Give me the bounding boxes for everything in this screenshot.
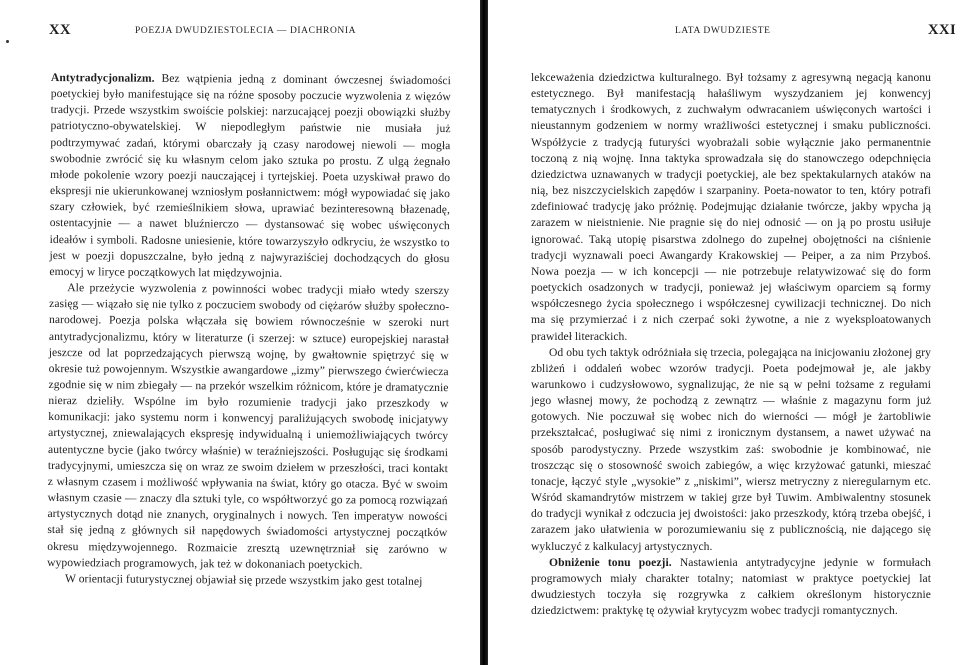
paragraph-text: W orientacji futurystycznej objawiał się przede wszystkim jako gest totalnej — [64, 571, 423, 588]
paragraph-text: Ale przeżycie wyzwolenia z powinności wobec tradycji miało wtedy szerszy zasięg — wiązało się nie tylko z poczuciem swobody od ciężarów służby społeczno-narodowej. Poezja polska włączała się bowiem równocześnie w szeroki nurt antytradycjonalizmu, który w literaturze (i szerzej: w sztuce) europejskiej narastał jeszcze od lat poprzedzających pierwszą wojnę, by gwałtownie spiętrzyć się w okresie tuż powojennym. Wszystkie awangardowe „izmy” pierwszego ćwierćwiecza zgodnie się w nim zbiegały — na przekór wszelkim różnicom, które je dramatycznie nieraz dzieliły. Wspólne im było rozumienie tradycji jako przeszkody w komunikacji: jako systemu norm i konwencyj paraliżujących swobodę inicjatywy artystycznej, zniewalających ekspresję indywidualną i uniemożliwiających twórcy autentyczne bycie (jako twórcy właśnie) w teraźniejszości. Posługując się środkami tradycyjnymi, umieszcza się on wraz ze swoim dziełem w przeszłości, traci kontakt z własnym czasem i możliwość wpływania na świat, który go otacza. Być w swoim własnym czasie — znaczy dla sztuki tyle, co współtworzyć go za pomocą rozwiązań artystycznych dotąd nie znanych, oryginalnych i nowych. Ten imperatyw nowości stał się jedną z głównych sił napędowych świadomości artystycznej początków okresu międzywojennego. Rozmaicie zresztą uzewnętrzniał się zarówno w wypowiedziach programowych, jak też w dokonaniach poetyckich. — [47, 281, 450, 572]
page-number-right: XXI — [928, 22, 957, 38]
right-page — [488, 0, 968, 665]
running-head-right: LATA DWUDZIESTE — [675, 26, 771, 36]
paragraph-text: Nastawienia antytradycyjne jedynie w formułach programowych miały charakter totalny; natomiast w praktyce poetyckiej lat dwudziestych toczyła się rozgrywka z całkiem określonym historycznie dziedzictwem: praktykę tę ożywiał krytycyzm wobec tradycji romantycznych. — [531, 555, 931, 618]
paragraph — [47, 280, 449, 574]
paragraph — [49, 70, 451, 283]
paragraph-text: Bez wątpienia jedną z dominant ówczesnej świadomości poetyckiej było manifestujące się na różne sposoby poczucie wyzwolenia z więzów tradycji. Przede wszystkim swoiście polskiej: narzucającej poezji obowiązki służby patriotyczno-obywatelskiej. W niepodległym państwie nie musiała już podtrzymywać zadań, którymi obarczały ją czasy narodowej niewoli — mogła swobodnie zwrócić się ku własnym celom jako sztuka po prostu. Z ulgą żegnało młode pokolenie wzory poezji nauczającej i tyrtejskiej. Poeta uzyskiwał prawo do ekspresji nie ukierunkowanej wzniosłym posłannictwem: mógł wypowiadać się jako szary człowiek, być rzemieślnikiem słowa, uprawiać bezinteresowną błazenadę, ostentacyjnie — a nawet bluźnierczo — dystansować się wobec uświęconych ideałów i symboli. Radosne uniesienie, które towarzyszyło odkryciu, że wszystko to jest w poezji dopuszczalne, było jedną z najwyraziściej dochodzących do głosu emocyj w liryce początkowych lat międzywojnia. — [49, 71, 451, 280]
paragraph-text: Od obu tych taktyk odróżniała się trzecia, polegająca na inicjowaniu złożonej gry zbliżeń i oddaleń wobec wzorów tradycji. Poeta podejmował je, ale jakby warunkowo i cudzysłowowo, sygnalizując, że nie są w pełni tożsame z regułami jego własnej mowy, że pochodzą z zewnątrz — właśnie z magazynu form już gotowych. Nie poczuwał się wobec nich do wierności — mógł je żartobliwie przekształcać, posługiwać się nimi z ironicznym dystansem, a nawet używać na sposób parodystyczny. Przede wszystkim zaś: swobodnie je kombinować, nie troszcząc się o stosowność swoich zabiegów, a więc krzyżować gatunki, mieszać tonacje, łączyć style „wysokie” z „niskimi”, wiersz metryczny z nieregularnym etc. Wśród skamandrytów mistrzem w takiej grze był Tuwim. Ambiwalentny stosunek do tradycji wynikał z odczucia jej dwoistości: jako przeszkody, którą trzeba obejść, i zarazem jako ułatwienia w porozumiewaniu się z publicznością, nie dającego się wykluczyć z kalkulacyj artystycznych. — [531, 345, 931, 553]
page-number-left: XX — [49, 22, 71, 38]
paragraph — [531, 70, 931, 345]
section-lead: Antytradycjonalizm. — [50, 70, 155, 85]
paragraph — [531, 345, 931, 555]
paragraph — [47, 571, 447, 590]
paragraph — [531, 555, 931, 620]
body-text-left — [47, 70, 451, 590]
body-text-right — [531, 70, 931, 619]
running-head-left: POEZJA DWUDZIESTOLECIA — DIACHRONIA — [135, 26, 357, 36]
scan-speck — [6, 40, 9, 43]
paragraph-text: lekceważenia dziedzictwa kulturalnego. Był tożsamy z agresywną negacją kanonu estetycznego. Był manifestacją hałaśliwym wyszydzaniem jej konwencyj tematycznych i środkowych, z zuchwałym odwracaniem uświęconych wartości i nieustannym godzeniem w normy wrażliwości estetycznej i smaku publiczności. Współżycie z tradycją futuryści wyobrażali sobie wyłącznie jako permanentnie toczoną z nią wojnę. Inna taktyka sprowadzała się do stanowczego odepchnięcia dziedzictwa uznawanych w tradycji poetyckiej, ale bez spektakularnych ataków na nią, bez niszczycielskich zapędów i szarpaniny. Poeta-nowator to ten, który potrafi zdefiniować tradycję jako próżnię. Podejmując działanie twórcze, jakby wpycha ją zarazem w nieistnienie. Nie pragnie się do niej odnosić — on ją po prostu usiłuje ignorować. Taką utopię pisarstwa zdolnego do zupełnej obojętności na ciśnienie tradycji wyznawali poeci Awangardy Krakowskiej — Peiper, a za nim Przyboś. Nowa poezja — w ich koncepcji — nie potrzebuje relatywizować się do form poetyckich osadzonych w tradycji, ponieważ jej właściwym oparciem są formy współczesnego życia społecznego i współczesnej cywilizacji technicznej. Do nich ma się przymierzać i z nich czerpać soki żywotne, a nie z wyeksploatowanych prawideł literackich. — [531, 71, 931, 343]
section-lead: Obniżenie tonu poezji. — [549, 555, 672, 569]
